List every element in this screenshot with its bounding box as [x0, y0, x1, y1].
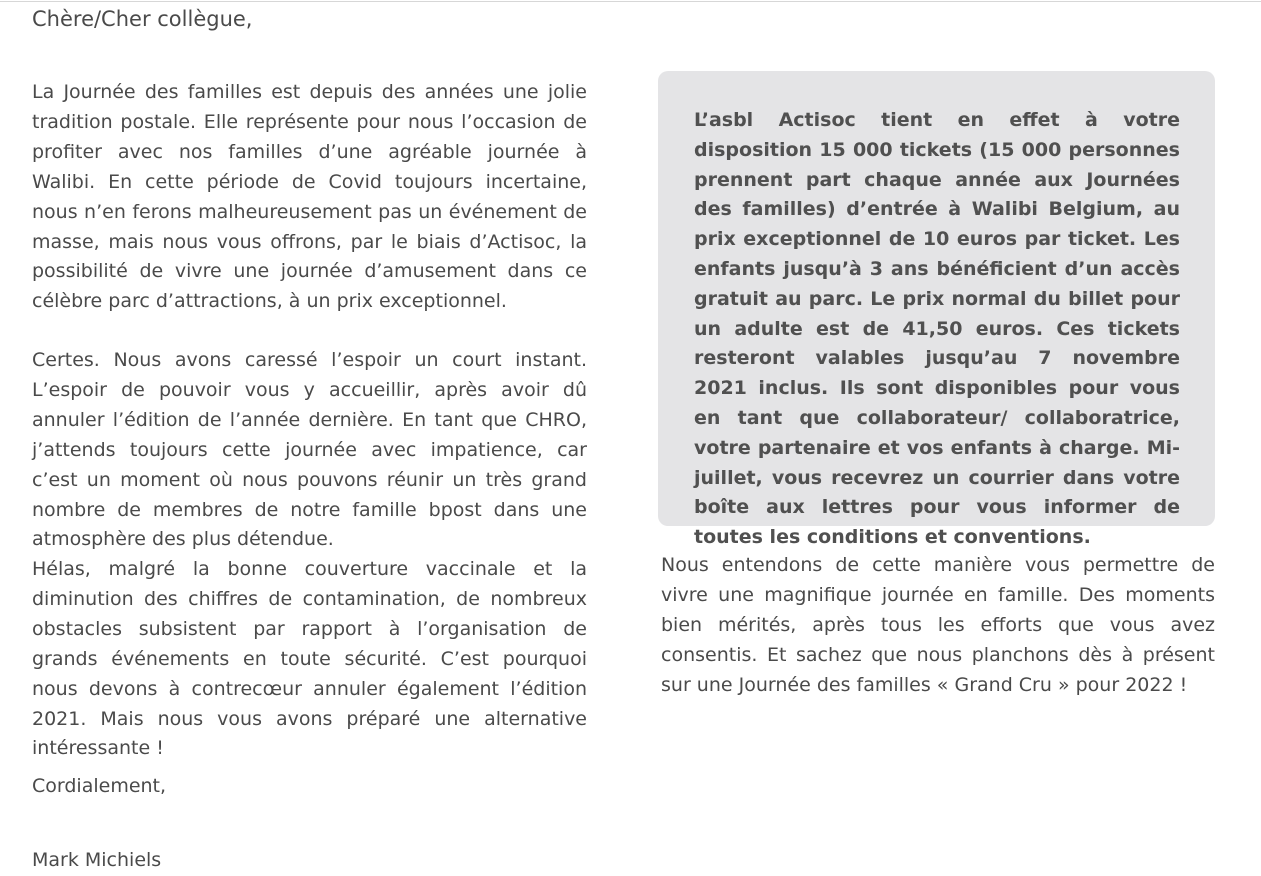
paragraph-conclusion: Nous entendons de cette manière vous permettre de vivre une magnifique journée en famille. Des moments bien mérités, après tous les efforts que vous avez consentis. Et sachez que nous planchons dès à présent sur une Journée des familles « Grand Cru » pour 2022 !	[661, 554, 1215, 696]
letter-greeting: Chère/Cher collègue,	[32, 7, 253, 31]
letter-closing: Cordialement,	[32, 775, 167, 797]
paragraph-family-day-intro: La Journée des familles est depuis des années une jolie tradition postale. Elle représente pour nous l’occasion de profiter avec nos familles d’une agréable journée à Walibi. En cette période de Covid toujours incertaine, nous n’en ferons malheureusement pas un événement de masse, mais nous vous offrons, par le biais d’Actisoc, la possibilité de vivre une journée d’amusement dans ce célèbre parc d’attractions, à un prix exceptionnel.	[32, 81, 587, 313]
ticket-info-text: L’asbl Actisoc tient en effet à votre disposition 15 000 tickets (15 000 personnes prennent part chaque année aux Journées des familles) d’entrée à Walibi Belgium, au prix exceptionnel de 10 euros par ticket. Les enfants jusqu’à 3 ans bénéficient d’un accès gratuit au parc. Le prix normal du billet pour un adulte est de 41,50 euros. Ces tickets resteront valables jusqu’au 7 novembre 2021 inclus. Ils sont disponibles pour vous en tant que collaborateur/ collaboratrice, votre partenaire et vos enfants à charge. Mi-juillet, vous recevrez un courrier dans votre boîte aux lettres pour vous informer de toutes les conditions et conventions.	[694, 109, 1180, 549]
paragraph-hope: Certes. Nous avons caressé l’espoir un court instant. L’espoir de pouvoir vous y accueillir, après avoir dû annuler l’édition de l’année dernière. En tant que CHRO, j’attends toujours cette journée avec impatience, car c’est un moment où nous pouvons réunir un très grand nombre de membres de notre famille bpost dans une atmosphère des plus détendue.	[32, 349, 587, 551]
top-divider	[0, 1, 1261, 2]
paragraph-cancellation: Hélas, malgré la bonne couverture vaccinale et la diminution des chiffres de contamination, de nombreux obstacles subsistent par rapport à l’organisation de grands événements en toute sécurité. C’est pourquoi nous devons à contrecœur annuler également l’édition 2021. Mais nous vous avons préparé une alternative intéressante !	[32, 558, 587, 760]
letter-signature: Mark Michiels	[32, 849, 162, 871]
